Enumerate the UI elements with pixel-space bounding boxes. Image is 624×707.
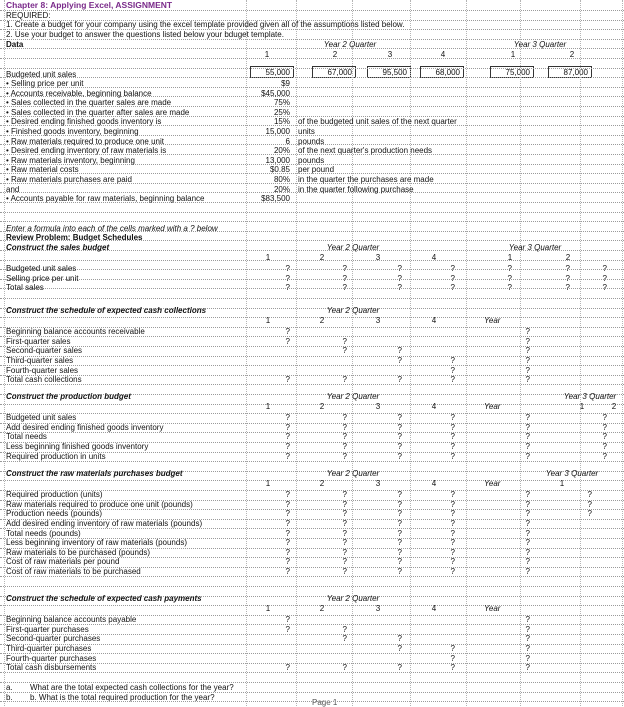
required-label: REQUIRED: <box>6 11 51 20</box>
param-value[interactable]: 15% <box>273 117 290 126</box>
formula-cell[interactable]: ? <box>450 548 455 557</box>
formula-cell[interactable]: ? <box>525 538 530 547</box>
formula-cell[interactable]: ? <box>525 557 530 566</box>
param-label: • Finished goods inventory, beginning <box>6 127 139 136</box>
year2-quarter-header: Year 2 Quarter <box>326 468 380 478</box>
quarter-number: 2 <box>319 252 325 262</box>
formula-cell[interactable]: ? <box>525 375 530 384</box>
formula-cell[interactable]: ? <box>450 509 455 518</box>
formula-cell[interactable]: ? <box>525 346 530 355</box>
quarter-number: 1 <box>265 252 271 262</box>
quarter-number: 1 <box>265 478 271 488</box>
formula-cell[interactable]: ? <box>397 283 402 292</box>
param-note: in the quarter the purchases are made <box>298 175 434 184</box>
formula-cell[interactable]: ? <box>397 442 402 451</box>
row-gridline <box>0 10 624 11</box>
column-gridline <box>466 0 467 706</box>
row-gridline <box>0 221 624 222</box>
formula-cell[interactable]: ? <box>450 274 455 283</box>
param-value[interactable]: $0.85 <box>269 165 290 174</box>
schedule-row-label: Budgeted unit sales <box>6 413 77 422</box>
row-gridline <box>0 461 624 462</box>
formula-cell[interactable]: ? <box>525 423 530 432</box>
formula-cell[interactable]: ? <box>525 615 530 624</box>
formula-instruction: Enter a formula into each of the cells marked with a ? below <box>6 224 218 233</box>
quarter-number: 2 <box>319 478 325 488</box>
data-unit-sales-cell[interactable]: 68,000 <box>435 68 460 77</box>
schedule-row-label: First-quarter purchases <box>6 625 89 634</box>
formula-cell[interactable]: ? <box>397 490 402 499</box>
formula-cell[interactable]: ? <box>342 337 347 346</box>
formula-cell[interactable]: ? <box>450 283 455 292</box>
schedule-row-label: Less beginning finished goods inventory <box>6 442 149 451</box>
formula-cell[interactable]: ? <box>450 452 455 461</box>
formula-cell[interactable]: ? <box>397 264 402 273</box>
row-gridline <box>0 231 624 232</box>
formula-cell[interactable]: ? <box>565 264 570 273</box>
formula-cell[interactable]: ? <box>342 663 347 672</box>
formula-cell[interactable]: ? <box>342 346 347 355</box>
formula-cell[interactable]: ? <box>525 634 530 643</box>
schedule-row-label: Total cash collections <box>6 375 82 384</box>
formula-cell[interactable]: ? <box>397 346 402 355</box>
quarter-number: 1 <box>507 252 513 262</box>
formula-cell[interactable]: ? <box>285 452 290 461</box>
row-gridline <box>0 240 624 241</box>
formula-cell[interactable]: ? <box>285 500 290 509</box>
formula-cell[interactable]: ? <box>525 490 530 499</box>
schedule-row-label: Less beginning inventory of raw materials (pounds) <box>6 538 187 547</box>
question-label: b. <box>6 693 13 702</box>
formula-cell[interactable]: ? <box>285 337 290 346</box>
formula-cell[interactable]: ? <box>397 413 402 422</box>
param-note: of the budgeted unit sales of the next quarter <box>298 117 457 126</box>
schedule-row-label: Total sales <box>6 283 44 292</box>
data-q-header: 2 <box>332 50 338 59</box>
row-gridline <box>0 682 624 683</box>
quarter-number: 2 <box>565 252 571 262</box>
formula-cell[interactable]: ? <box>397 423 402 432</box>
param-value[interactable]: 20% <box>273 146 290 155</box>
formula-cell[interactable]: ? <box>450 413 455 422</box>
schedule-row-label: Required production (units) <box>6 490 103 499</box>
formula-cell[interactable]: ? <box>525 529 530 538</box>
quarter-number: 4 <box>431 252 437 262</box>
param-note: pounds <box>298 137 325 146</box>
data-label: Data <box>6 40 24 49</box>
quarter-number: 3 <box>375 478 381 488</box>
question-label: a. <box>6 683 13 692</box>
data-q-header: 3 <box>387 50 393 59</box>
formula-cell[interactable]: ? <box>285 442 290 451</box>
formula-cell[interactable]: ? <box>397 634 402 643</box>
formula-cell[interactable]: ? <box>450 423 455 432</box>
question-text: What are the total expected cash collections for the year? <box>30 683 234 692</box>
quarter-number: 3 <box>375 401 381 411</box>
schedule-row-label: Fourth-quarter sales <box>6 366 79 375</box>
data-row-label: Budgeted unit sales <box>6 70 77 79</box>
row-gridline <box>0 39 624 40</box>
formula-cell[interactable]: ? <box>450 538 455 547</box>
quarter-number: 3 <box>375 315 381 325</box>
row-gridline <box>0 58 624 59</box>
quarter-number: 2 <box>319 603 325 613</box>
schedule-row-label: Third-quarter sales <box>6 356 74 365</box>
formula-cell[interactable]: ? <box>602 413 607 422</box>
schedule-row-label: First-quarter sales <box>6 337 71 346</box>
formula-cell[interactable]: ? <box>342 432 347 441</box>
quarter-number: 1 <box>265 401 271 411</box>
formula-cell[interactable]: ? <box>525 567 530 576</box>
schedule-row-label: Add desired ending inventory of raw materials (pounds) <box>6 519 203 528</box>
formula-cell[interactable]: ? <box>397 432 402 441</box>
formula-cell[interactable]: ? <box>602 452 607 461</box>
year2-quarter-header: Year 2 Quarter <box>326 391 380 401</box>
formula-cell[interactable]: ? <box>450 366 455 375</box>
row-gridline <box>0 77 624 78</box>
column-gridline <box>4 0 5 706</box>
data-q-header: 2 <box>569 50 575 59</box>
page-footer: Page 1 <box>312 698 338 707</box>
schedule-title: Construct the production budget <box>6 392 131 401</box>
formula-cell[interactable]: ? <box>525 356 530 365</box>
formula-cell[interactable]: ? <box>507 274 512 283</box>
row-gridline <box>0 298 624 299</box>
param-note: pounds <box>298 156 325 165</box>
formula-cell[interactable]: ? <box>525 654 530 663</box>
formula-cell[interactable]: ? <box>285 519 290 528</box>
formula-cell[interactable]: ? <box>342 274 347 283</box>
schedule-row-label: Raw materials to be purchased (pounds) <box>6 548 151 557</box>
formula-cell[interactable]: ? <box>397 356 402 365</box>
year2-quarter-header: Year 2 Quarter <box>326 593 380 603</box>
formula-cell[interactable]: ? <box>525 442 530 451</box>
year3-quarter-header: Year 3 Quarter <box>508 242 562 252</box>
formula-cell[interactable]: ? <box>587 490 592 499</box>
schedule-row-label: Third-quarter purchases <box>6 644 92 653</box>
formula-cell[interactable]: ? <box>285 557 290 566</box>
schedule-row-label: Total cash disbursements <box>6 663 97 672</box>
formula-cell[interactable]: ? <box>525 548 530 557</box>
column-gridline <box>622 0 623 706</box>
formula-cell[interactable]: ? <box>342 264 347 273</box>
formula-cell[interactable]: ? <box>525 500 530 509</box>
quarter-number: 4 <box>431 315 437 325</box>
formula-cell[interactable]: ? <box>285 264 290 273</box>
schedule-title: Construct the sales budget <box>6 243 110 252</box>
schedule-row-label: Fourth-quarter purchases <box>6 654 97 663</box>
data-q-header: 1 <box>510 50 516 59</box>
formula-cell[interactable]: ? <box>285 283 290 292</box>
formula-cell[interactable]: ? <box>525 327 530 336</box>
schedule-row-label: Second-quarter sales <box>6 346 83 355</box>
param-label: and <box>6 185 20 194</box>
schedule-row-label: Selling price per unit <box>6 274 79 283</box>
schedule-row-label: Beginning balance accounts receivable <box>6 327 145 336</box>
column-gridline <box>410 0 411 706</box>
year-column-header: Year <box>484 401 501 411</box>
formula-cell[interactable]: ? <box>525 337 530 346</box>
formula-cell[interactable]: ? <box>450 442 455 451</box>
quarter-number: 1 <box>579 401 585 411</box>
formula-cell[interactable]: ? <box>450 519 455 528</box>
row-gridline <box>0 68 624 69</box>
param-label: • Raw materials inventory, beginning <box>6 156 135 165</box>
formula-cell[interactable]: ? <box>285 663 290 672</box>
row-gridline <box>0 212 624 213</box>
schedule-row-label: Total needs (pounds) <box>6 529 81 538</box>
formula-cell[interactable]: ? <box>342 557 347 566</box>
formula-cell[interactable]: ? <box>397 375 402 384</box>
formula-cell[interactable]: ? <box>450 557 455 566</box>
formula-cell[interactable]: ? <box>450 490 455 499</box>
data-unit-sales-cell[interactable]: 75,000 <box>505 68 530 77</box>
data-q-header: 4 <box>440 50 446 59</box>
formula-cell[interactable]: ? <box>342 375 347 384</box>
formula-cell[interactable]: ? <box>450 500 455 509</box>
formula-cell[interactable]: ? <box>525 663 530 672</box>
param-value[interactable]: 25% <box>273 108 290 117</box>
param-note: in the quarter following purchase <box>298 185 414 194</box>
schedule-row-label: Cost of raw materials per pound <box>6 557 120 566</box>
review-title: Review Problem: Budget Schedules <box>6 233 143 242</box>
chapter-title: Chapter 8: Applying Excel, ASSIGNMENT <box>6 1 173 10</box>
schedule-row-label: Cost of raw materials to be purchased <box>6 567 141 576</box>
quarter-number: 2 <box>319 401 325 411</box>
row-gridline <box>0 29 624 30</box>
param-label: • Accounts payable for raw materials, beginning balance <box>6 194 205 203</box>
row-gridline <box>0 20 624 21</box>
formula-cell[interactable]: ? <box>342 567 347 576</box>
column-gridline <box>580 0 581 706</box>
quarter-number: 2 <box>319 315 325 325</box>
data-unit-sales-cell[interactable]: 55,000 <box>265 68 290 77</box>
formula-cell[interactable]: ? <box>342 500 347 509</box>
param-label: • Desired ending finished goods inventory is <box>6 117 162 126</box>
formula-cell[interactable]: ? <box>342 413 347 422</box>
formula-cell[interactable]: ? <box>507 264 512 273</box>
formula-cell[interactable]: ? <box>342 509 347 518</box>
instruction-1: 1. Create a budget for your company using the excel template provided given all of the assumptions listed below. <box>6 20 405 29</box>
param-value[interactable]: 75% <box>273 98 290 107</box>
formula-cell[interactable]: ? <box>342 490 347 499</box>
param-value[interactable]: $9 <box>281 79 290 88</box>
formula-cell[interactable]: ? <box>602 283 607 292</box>
schedule-title: Construct the raw materials purchases budget <box>6 469 183 478</box>
formula-cell[interactable]: ? <box>285 432 290 441</box>
formula-cell[interactable]: ? <box>285 490 290 499</box>
quarter-number: 1 <box>265 603 271 613</box>
formula-cell[interactable]: ? <box>450 375 455 384</box>
row-gridline <box>0 692 624 693</box>
formula-cell[interactable]: ? <box>450 644 455 653</box>
data-unit-sales-cell[interactable]: 67,000 <box>327 68 352 77</box>
param-note: units <box>298 127 315 136</box>
row-gridline <box>0 672 624 673</box>
param-note: per pound <box>298 165 335 174</box>
formula-cell[interactable]: ? <box>285 538 290 547</box>
formula-cell[interactable]: ? <box>285 529 290 538</box>
quarter-number: 1 <box>559 478 565 488</box>
formula-cell[interactable]: ? <box>397 663 402 672</box>
year2-quarter-header: Year 2 Quarter <box>326 305 380 315</box>
formula-cell[interactable]: ? <box>525 509 530 518</box>
formula-cell[interactable]: ? <box>450 663 455 672</box>
param-label: • Accounts receivable, beginning balance <box>6 89 152 98</box>
quarter-number: 1 <box>265 315 271 325</box>
formula-cell[interactable]: ? <box>602 274 607 283</box>
param-label: • Desired ending inventory of raw materials is <box>6 146 167 155</box>
param-value[interactable]: 6 <box>285 137 290 146</box>
year3-quarter-header: Year 3 Quarter <box>563 391 617 401</box>
formula-cell[interactable]: ? <box>450 432 455 441</box>
schedule-row-label: Total needs <box>6 432 47 441</box>
quarter-number: 4 <box>431 478 437 488</box>
param-value[interactable]: $83,500 <box>261 194 290 203</box>
formula-cell[interactable]: ? <box>285 567 290 576</box>
formula-cell[interactable]: ? <box>602 264 607 273</box>
schedule-row-label: Raw materials required to produce one unit (pounds) <box>6 500 193 509</box>
formula-cell[interactable]: ? <box>397 519 402 528</box>
param-value[interactable]: 15,000 <box>265 127 290 136</box>
quarter-number: 4 <box>431 401 437 411</box>
row-gridline <box>0 586 624 587</box>
row-gridline <box>0 384 624 385</box>
formula-cell[interactable]: ? <box>587 509 592 518</box>
formula-cell[interactable]: ? <box>397 557 402 566</box>
formula-cell[interactable]: ? <box>342 283 347 292</box>
formula-cell[interactable]: ? <box>507 283 512 292</box>
quarter-number: 3 <box>375 252 381 262</box>
param-value[interactable]: 80% <box>273 175 290 184</box>
formula-cell[interactable]: ? <box>285 625 290 634</box>
schedule-row-label: Required production in units <box>6 452 106 461</box>
data-unit-sales-cell[interactable]: 87,000 <box>563 68 588 77</box>
formula-cell[interactable]: ? <box>525 644 530 653</box>
quarter-number: 3 <box>375 603 381 613</box>
schedule-row-label: Budgeted unit sales <box>6 264 77 273</box>
formula-cell[interactable]: ? <box>525 366 530 375</box>
formula-cell[interactable]: ? <box>525 625 530 634</box>
formula-cell[interactable]: ? <box>342 625 347 634</box>
formula-cell[interactable]: ? <box>397 452 402 461</box>
param-label: • Raw materials required to produce one unit <box>6 137 164 146</box>
schedule-title: Construct the schedule of expected cash collections <box>6 306 207 315</box>
formula-cell[interactable]: ? <box>525 519 530 528</box>
param-value[interactable]: $45,000 <box>261 89 290 98</box>
formula-cell[interactable]: ? <box>285 423 290 432</box>
formula-cell[interactable]: ? <box>342 634 347 643</box>
schedule-row-label: Production needs (pounds) <box>6 509 103 518</box>
formula-cell[interactable]: ? <box>565 283 570 292</box>
formula-cell[interactable]: ? <box>285 509 290 518</box>
year3-quarter-header: Year 3 Quarter <box>545 468 599 478</box>
formula-cell[interactable]: ? <box>525 413 530 422</box>
row-gridline <box>0 576 624 577</box>
formula-cell[interactable]: ? <box>450 567 455 576</box>
formula-cell[interactable]: ? <box>602 423 607 432</box>
formula-cell[interactable]: ? <box>342 519 347 528</box>
data-year2-quarter: Year 2 Quarter <box>323 40 377 49</box>
formula-cell[interactable]: ? <box>342 423 347 432</box>
formula-cell[interactable]: ? <box>397 567 402 576</box>
formula-cell[interactable]: ? <box>285 548 290 557</box>
formula-cell[interactable]: ? <box>397 529 402 538</box>
formula-cell[interactable]: ? <box>342 442 347 451</box>
schedule-row-label: Add desired ending finished goods inventory <box>6 423 164 432</box>
data-year3-quarter: Year 3 Quarter <box>513 40 567 49</box>
schedule-row-label: Beginning balance accounts payable <box>6 615 137 624</box>
formula-cell[interactable]: ? <box>450 529 455 538</box>
formula-cell[interactable]: ? <box>342 538 347 547</box>
formula-cell[interactable]: ? <box>450 264 455 273</box>
year2-quarter-header: Year 2 Quarter <box>326 242 380 252</box>
formula-cell[interactable]: ? <box>397 274 402 283</box>
formula-cell[interactable]: ? <box>397 509 402 518</box>
formula-cell[interactable]: ? <box>342 452 347 461</box>
schedule-title: Construct the schedule of expected cash payments <box>6 594 202 603</box>
row-gridline <box>0 48 624 49</box>
year-column-header: Year <box>484 603 501 613</box>
formula-cell[interactable]: ? <box>602 442 607 451</box>
formula-cell[interactable]: ? <box>397 644 402 653</box>
year-column-header: Year <box>484 478 501 488</box>
year-column-header: Year <box>484 315 501 325</box>
param-value[interactable]: 13,000 <box>265 156 290 165</box>
formula-cell[interactable]: ? <box>342 548 347 557</box>
param-label: • Raw materials purchases are paid <box>6 175 132 184</box>
formula-cell[interactable]: ? <box>602 432 607 441</box>
formula-cell[interactable]: ? <box>397 548 402 557</box>
data-unit-sales-cell[interactable]: 95,500 <box>382 68 407 77</box>
param-label: • Sales collected in the quarter after sales are made <box>6 108 190 117</box>
formula-cell[interactable]: ? <box>285 274 290 283</box>
quarter-number: 4 <box>431 603 437 613</box>
formula-cell[interactable]: ? <box>285 615 290 624</box>
formula-cell[interactable]: ? <box>285 375 290 384</box>
schedule-row-label: Second-quarter purchases <box>6 634 101 643</box>
formula-cell[interactable]: ? <box>342 529 347 538</box>
data-q-header: 1 <box>264 50 270 59</box>
param-label: • Sales collected in the quarter sales are made <box>6 98 172 107</box>
formula-cell[interactable]: ? <box>450 356 455 365</box>
formula-cell[interactable]: ? <box>565 274 570 283</box>
formula-cell[interactable]: ? <box>285 327 290 336</box>
formula-cell[interactable]: ? <box>397 500 402 509</box>
param-value[interactable]: 20% <box>273 185 290 194</box>
formula-cell[interactable]: ? <box>587 500 592 509</box>
formula-cell[interactable]: ? <box>450 654 455 663</box>
question-text: b. What is the total required production for the year? <box>30 693 215 702</box>
formula-cell[interactable]: ? <box>525 432 530 441</box>
formula-cell[interactable]: ? <box>397 538 402 547</box>
param-label: • Selling price per unit <box>6 79 84 88</box>
quarter-number: 2 <box>611 401 617 411</box>
formula-cell[interactable]: ? <box>285 413 290 422</box>
row-gridline <box>0 701 624 702</box>
instruction-2: 2. Use your budget to answer the questions listed below your bduget template. <box>6 30 284 39</box>
formula-cell[interactable]: ? <box>525 452 530 461</box>
param-note: of the next quarter's production needs <box>298 146 433 155</box>
param-label: • Raw material costs <box>6 165 79 174</box>
